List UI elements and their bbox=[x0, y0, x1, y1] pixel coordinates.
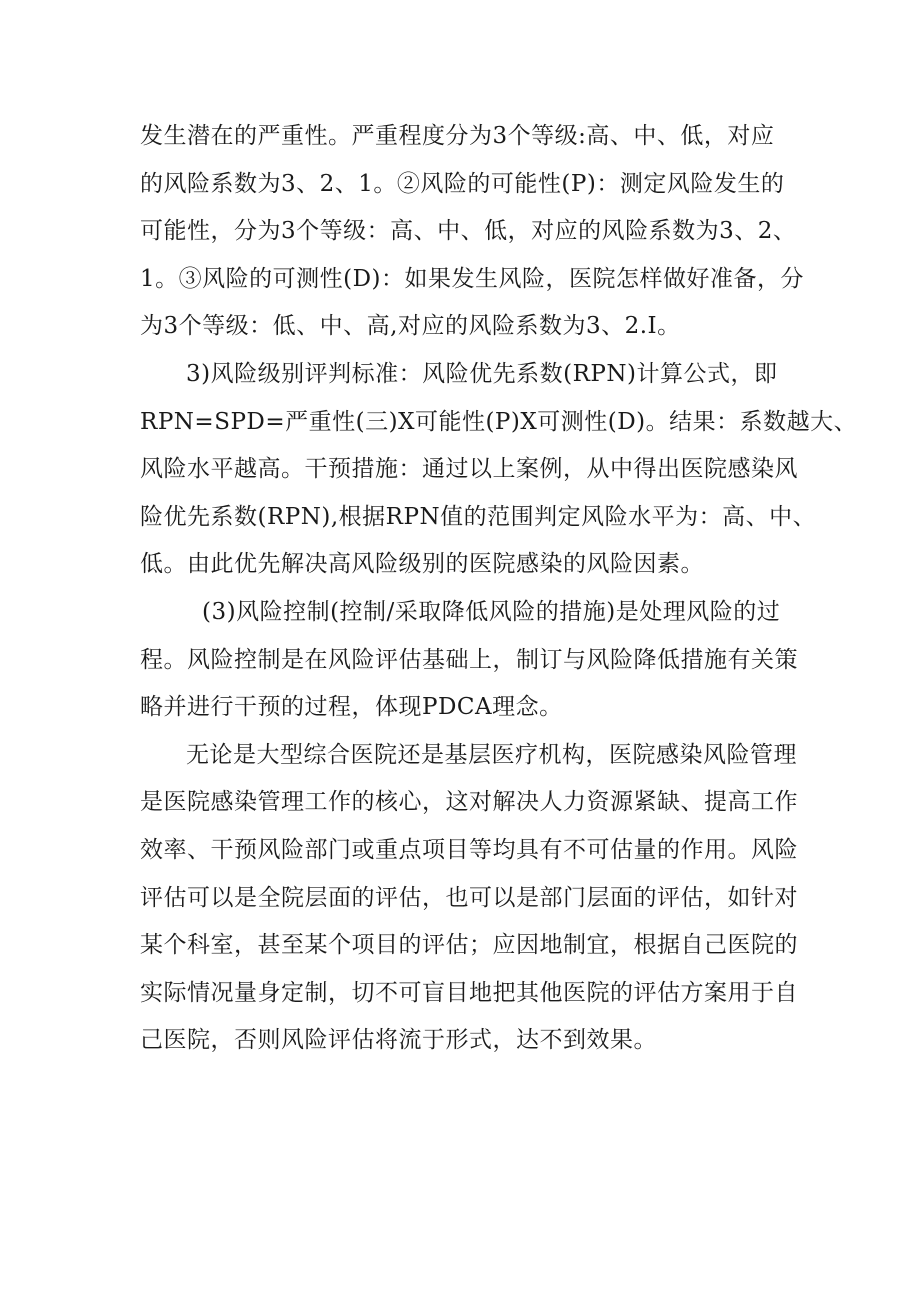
paragraph-risk-control bbox=[140, 589, 798, 732]
text-line: 3)风险级别评判标准：风险优先系数(RPN)计算公式，即 bbox=[186, 360, 778, 387]
text-line: 某个科室，甚至某个项目的评估；应因地制宜，根据自己医院的 bbox=[140, 932, 798, 959]
text-line: 评估可以是全院层面的评估，也可以是部门层面的评估，如针对 bbox=[140, 884, 798, 911]
text-line: 略并进行干预的过程，体现PDCA理念。 bbox=[140, 694, 563, 721]
text-line: 风险水平越高。干预措施：通过以上案例，从中得出医院感染风 bbox=[140, 456, 798, 483]
text-line: (3)风险控制(控制/采取降低风险的措施)是处理风险的过 bbox=[202, 598, 781, 625]
text-line: 实际情况量身定制，切不可盲目地把其他医院的评估方案用于自 bbox=[140, 979, 798, 1006]
paragraph-risk-severity bbox=[140, 113, 805, 351]
text-line: RPN=SPD=严重性(三)X可能性(P)X可测性(D)。结果：系数越大、 bbox=[140, 408, 858, 435]
paragraph-conclusion bbox=[140, 732, 798, 1065]
text-line: 己医院，否则风险评估将流于形式，达不到效果。 bbox=[140, 1027, 657, 1054]
text-line: 程。风险控制是在风险评估基础上，制订与风险降低措施有关策 bbox=[140, 646, 798, 673]
text-line: 无论是大型综合医院还是基层医疗机构，医院感染风险管理 bbox=[186, 741, 797, 768]
text-line: 为3个等级：低、中、高,对应的风险系数为3、2.I。 bbox=[140, 313, 681, 340]
text-line: 低。由此优先解决高风险级别的医院感染的风险因素。 bbox=[140, 551, 704, 578]
text-line: 险优先系数(RPN),根据RPN值的范围判定风险水平为：高、中、 bbox=[140, 503, 817, 530]
text-line: 的风险系数为3、2、1。②风险的可能性(P)：测定风险发生的 bbox=[140, 170, 785, 197]
text-line: 可能性，分为3个等级：高、中、低，对应的风险系数为3、2、 bbox=[140, 218, 797, 245]
text-line: 效率、干预风险部门或重点项目等均具有不可估量的作用。风险 bbox=[140, 836, 798, 863]
text-line: 1。③风险的可测性(D)：如果发生风险，医院怎样做好准备，分 bbox=[140, 265, 805, 292]
text-line: 发生潜在的严重性。严重程度分为3个等级:高、中、低，对应 bbox=[140, 123, 775, 149]
document-body bbox=[140, 113, 858, 1065]
text-line: 是医院感染管理工作的核心，这对解决人力资源紧缺、提高工作 bbox=[140, 789, 798, 816]
paragraph-risk-level-criteria bbox=[140, 351, 858, 589]
